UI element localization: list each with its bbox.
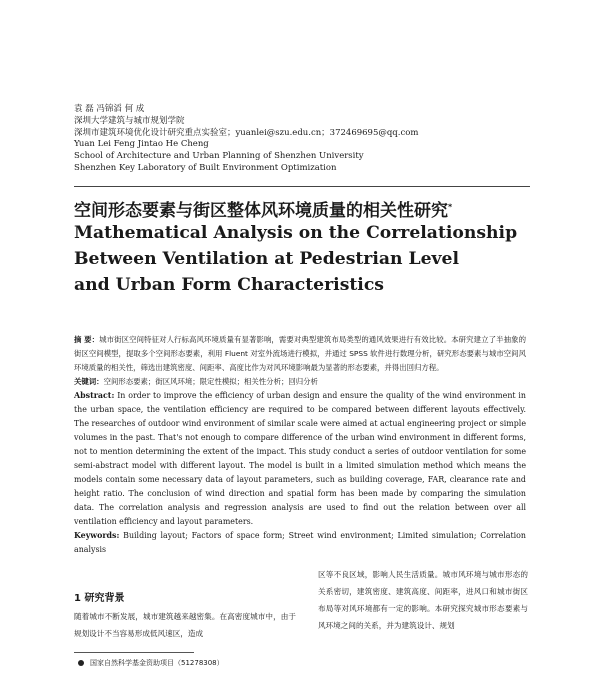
body-column-left: 随着城市不断发展，城市建筑越来越密集。在高密度城市中，由于规划设计不当容易形成低风速区，造成 — [74, 612, 296, 638]
abstract-block — [74, 333, 526, 557]
section-heading: 1 研究背景 — [74, 593, 125, 604]
title-english-line-2: Between Ventilation at Pedestrian Level — [74, 249, 459, 269]
keywords-en — [74, 529, 526, 557]
author-names-en: Yuan Lei Feng Jintao He Cheng — [74, 139, 209, 150]
header-divider — [74, 186, 530, 187]
keywords-en-text: Building layout; Factors of space form; Street wind environment; Limited simulation; Correlation analysis — [74, 531, 526, 554]
abstract-cn — [74, 333, 526, 375]
abstract-en-text: In order to improve the efficiency of urban design and ensure the quality of the wind environment in the urban space, the ventilation efficiency are required to be compared between different layouts effectively. The researches of outdoor wind environment of similar scale were aimed at actual engineering project or simple volumes in the past. That's not enough to compare difference of the urban wind environment in different forms, not to mention determining the extent of the impact. This study conduct a series of outdoor ventilation for some semi-abstract model with different layout. The model is built in a limited simulation method which means the models contain some necessary data of layout parameters, such as building coverage, FAR, clearance rate and height ratio. The conclusion of wind direction and spatial form has been made by comparing the simulation data. The correlation analysis and regression analysis are used to find out the relation between over all ventilation efficiency and layout parameters. — [74, 391, 526, 526]
title-english-line-3: and Urban Form Characteristics — [74, 275, 384, 295]
abstract-cn-label: 摘 要： — [74, 335, 100, 344]
author-affiliation-en-1: School of Architecture and Urban Planning of Shenzhen University — [74, 151, 364, 162]
author-names-cn: 袁 磊 冯锦滔 何 成 — [74, 104, 145, 114]
title-english-line-1: Mathematical Analysis on the Correlationship — [74, 223, 518, 243]
title-chinese-text: 空间形态要素与街区整体风环境质量的相关性研究 — [74, 201, 448, 221]
footnote-divider — [74, 652, 194, 653]
footnote — [78, 658, 224, 668]
keywords-cn — [74, 375, 526, 389]
author-block — [74, 104, 544, 175]
keywords-cn-text: 空间形态要素；街区风环境；限定性模拟；相关性分析；回归分析 — [103, 377, 318, 386]
title-english — [74, 220, 544, 298]
author-affiliation-cn-1: 深圳大学建筑与城市规划学院 — [74, 115, 185, 126]
body-column-right: 区等不良区域，影响人民生活质量。城市风环境与城市形态的关系密切，建筑密度、建筑高度、间距率，进风口和城市街区布局等对风环境都有一定的影响。本研究探究城市形态要素与风环境之间的关系，并为建筑设计、规划 — [318, 570, 528, 630]
abstract-en — [74, 389, 526, 529]
abstract-cn-text: 城市街区空间特征对人行标高风环境质量有显著影响，需要对典型建筑布局类型的通风效果进行有效比较。本研究建立了半抽象的街区空间模型，提取多个空间形态要素，利用 Fluent 对室外流场进行模拟，并通过 SPSS 软件进行数理分析，研究形态要素与城市空间风环境质量的相关性，筛选出建筑密度、间距率、高度比作为对风环境影响最为显著的形态要素，并得出回归方程。 — [74, 335, 526, 372]
author-affiliation-en-2: Shenzhen Key Laboratory of Built Environment Optimization — [74, 162, 337, 173]
footnote-bullet-icon — [78, 660, 84, 666]
keywords-en-label: Keywords: — [74, 531, 120, 540]
author-affiliation-cn-2: 深圳市建筑环境优化设计研究重点实验室；yuanlei@szu.edu.cn；372469695@qq.com — [74, 127, 419, 138]
footnote-text: 国家自然科学基金资助项目（51278308） — [90, 659, 224, 667]
abstract-en-label: Abstract: — [74, 391, 115, 400]
title-footnote-mark: * — [448, 202, 453, 212]
keywords-cn-label: 关键词： — [74, 377, 104, 386]
title-chinese — [74, 196, 452, 221]
